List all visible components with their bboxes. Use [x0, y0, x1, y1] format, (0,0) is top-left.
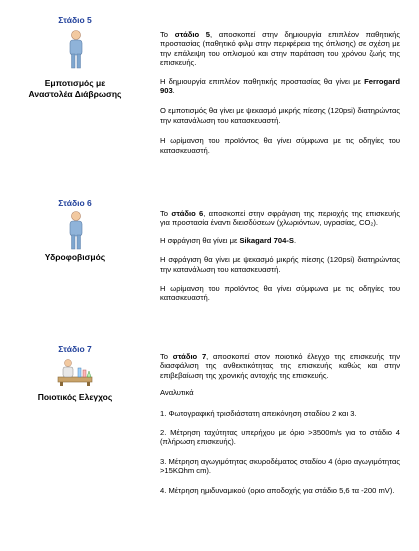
stage-6-text	[160, 209, 400, 312]
stage-7-title: Ποιοτικός Ελεγχος	[37, 392, 113, 402]
list-item: 2. Μέτρηση ταχύτητας υπερήχου με όριο >3500m/s για το στάδιο 4 (πλήρωση επισκευής).	[160, 428, 400, 447]
paragraph: Η ωρίμανση του προϊόντος θα γίνει σύμφωνα με τις οδηγίες του κατασκευαστή.	[160, 284, 400, 303]
paragraph: Το στάδιο 6, αποσκοπεί στην σφράγιση της περιοχής της επισκευής για προστασία έναντι διεισδύσεων (χλωριόντων, υγρασίας, CO₂).	[160, 209, 400, 228]
stage-5-text	[160, 30, 400, 164]
person-figure-icon	[66, 211, 86, 251]
paragraph: Η σφράγιση θα γίνει με Sikagard 704-S.	[160, 235, 297, 245]
paragraph: Το στάδιο 7, αποσκοπεί στον ποιοτικό έλεγχο της επισκευής την διασφάλιση της ανθεκτικότητας της επισκευής καθώς και στην επιβεβαίωση της χρονικής αντοχής της επισκευής.	[160, 352, 400, 380]
stage-7-sidebar	[0, 344, 150, 354]
person-figure-icon	[66, 30, 86, 70]
paragraph: Αναλυτικά	[160, 388, 194, 398]
stage-6-label: Στάδιο 6	[58, 198, 92, 208]
stage-7-label: Στάδιο 7	[58, 344, 92, 354]
paragraph: Η δημιουργία επιπλέον παθητικής προστασίας θα γίνει με Ferrogard 903.	[160, 76, 400, 96]
stage-7-text	[160, 352, 400, 495]
stage-6-sidebar	[0, 198, 150, 208]
list-item: 3. Μέτρηση αγωγιμότητας σκυροδέματος σταδίου 4 (όριο αγωγιμότητας >15ΚΩhm cm).	[160, 456, 400, 476]
paragraph: Η σφράγιση θα γίνει με ψεκασμό μικρής πίεσης (120psi) διατηρώντας την κατανάλωση του κατασκευαστή.	[160, 255, 400, 274]
stage-5-title-wrap	[0, 78, 150, 100]
paragraph: Ο εμποτισμός θα γίνει με ψεκασμό μικρής πίεσης (120psi) διατηρώντας την κατανάλωση του κατασκευαστή.	[160, 106, 400, 125]
stage-5-sidebar	[0, 15, 150, 25]
stage-6-title-wrap	[0, 252, 150, 263]
list-item: 4. Μέτρηση ημιδυναμικού (οριο αποδοχής για στάδιο 5,6 τα -200 mV).	[160, 485, 395, 495]
stage-7-title-wrap	[0, 392, 150, 403]
stage-5-title: Εμποτισμός με Αναστολέα Διάβρωσης	[28, 78, 122, 99]
quality-control-lab-icon	[56, 356, 94, 386]
paragraph: Η ωρίμανση του προϊόντος θα γίνει σύμφωνα με τις οδηγίες του κατασκευαστή.	[160, 136, 400, 155]
stage-6-title: Υδροφοβισμός	[44, 252, 106, 262]
list-item: 1. Φωτογραφική τρισδιάστατη απεικόνηση σταδίου 2 και 3.	[160, 408, 357, 418]
stage-5-label: Στάδιο 5	[58, 15, 92, 25]
paragraph: Το στάδιο 5, αποσκοπεί στην δημιουργία επιπλέον παθητικής προστασίας (παθητικό φιλμ στην περιφέρεια της όπλισης) σε σχέση με την επάλειψη του οπλισμού και στην παράταση του χρόνου ζωής της επισκευής.	[160, 30, 400, 68]
